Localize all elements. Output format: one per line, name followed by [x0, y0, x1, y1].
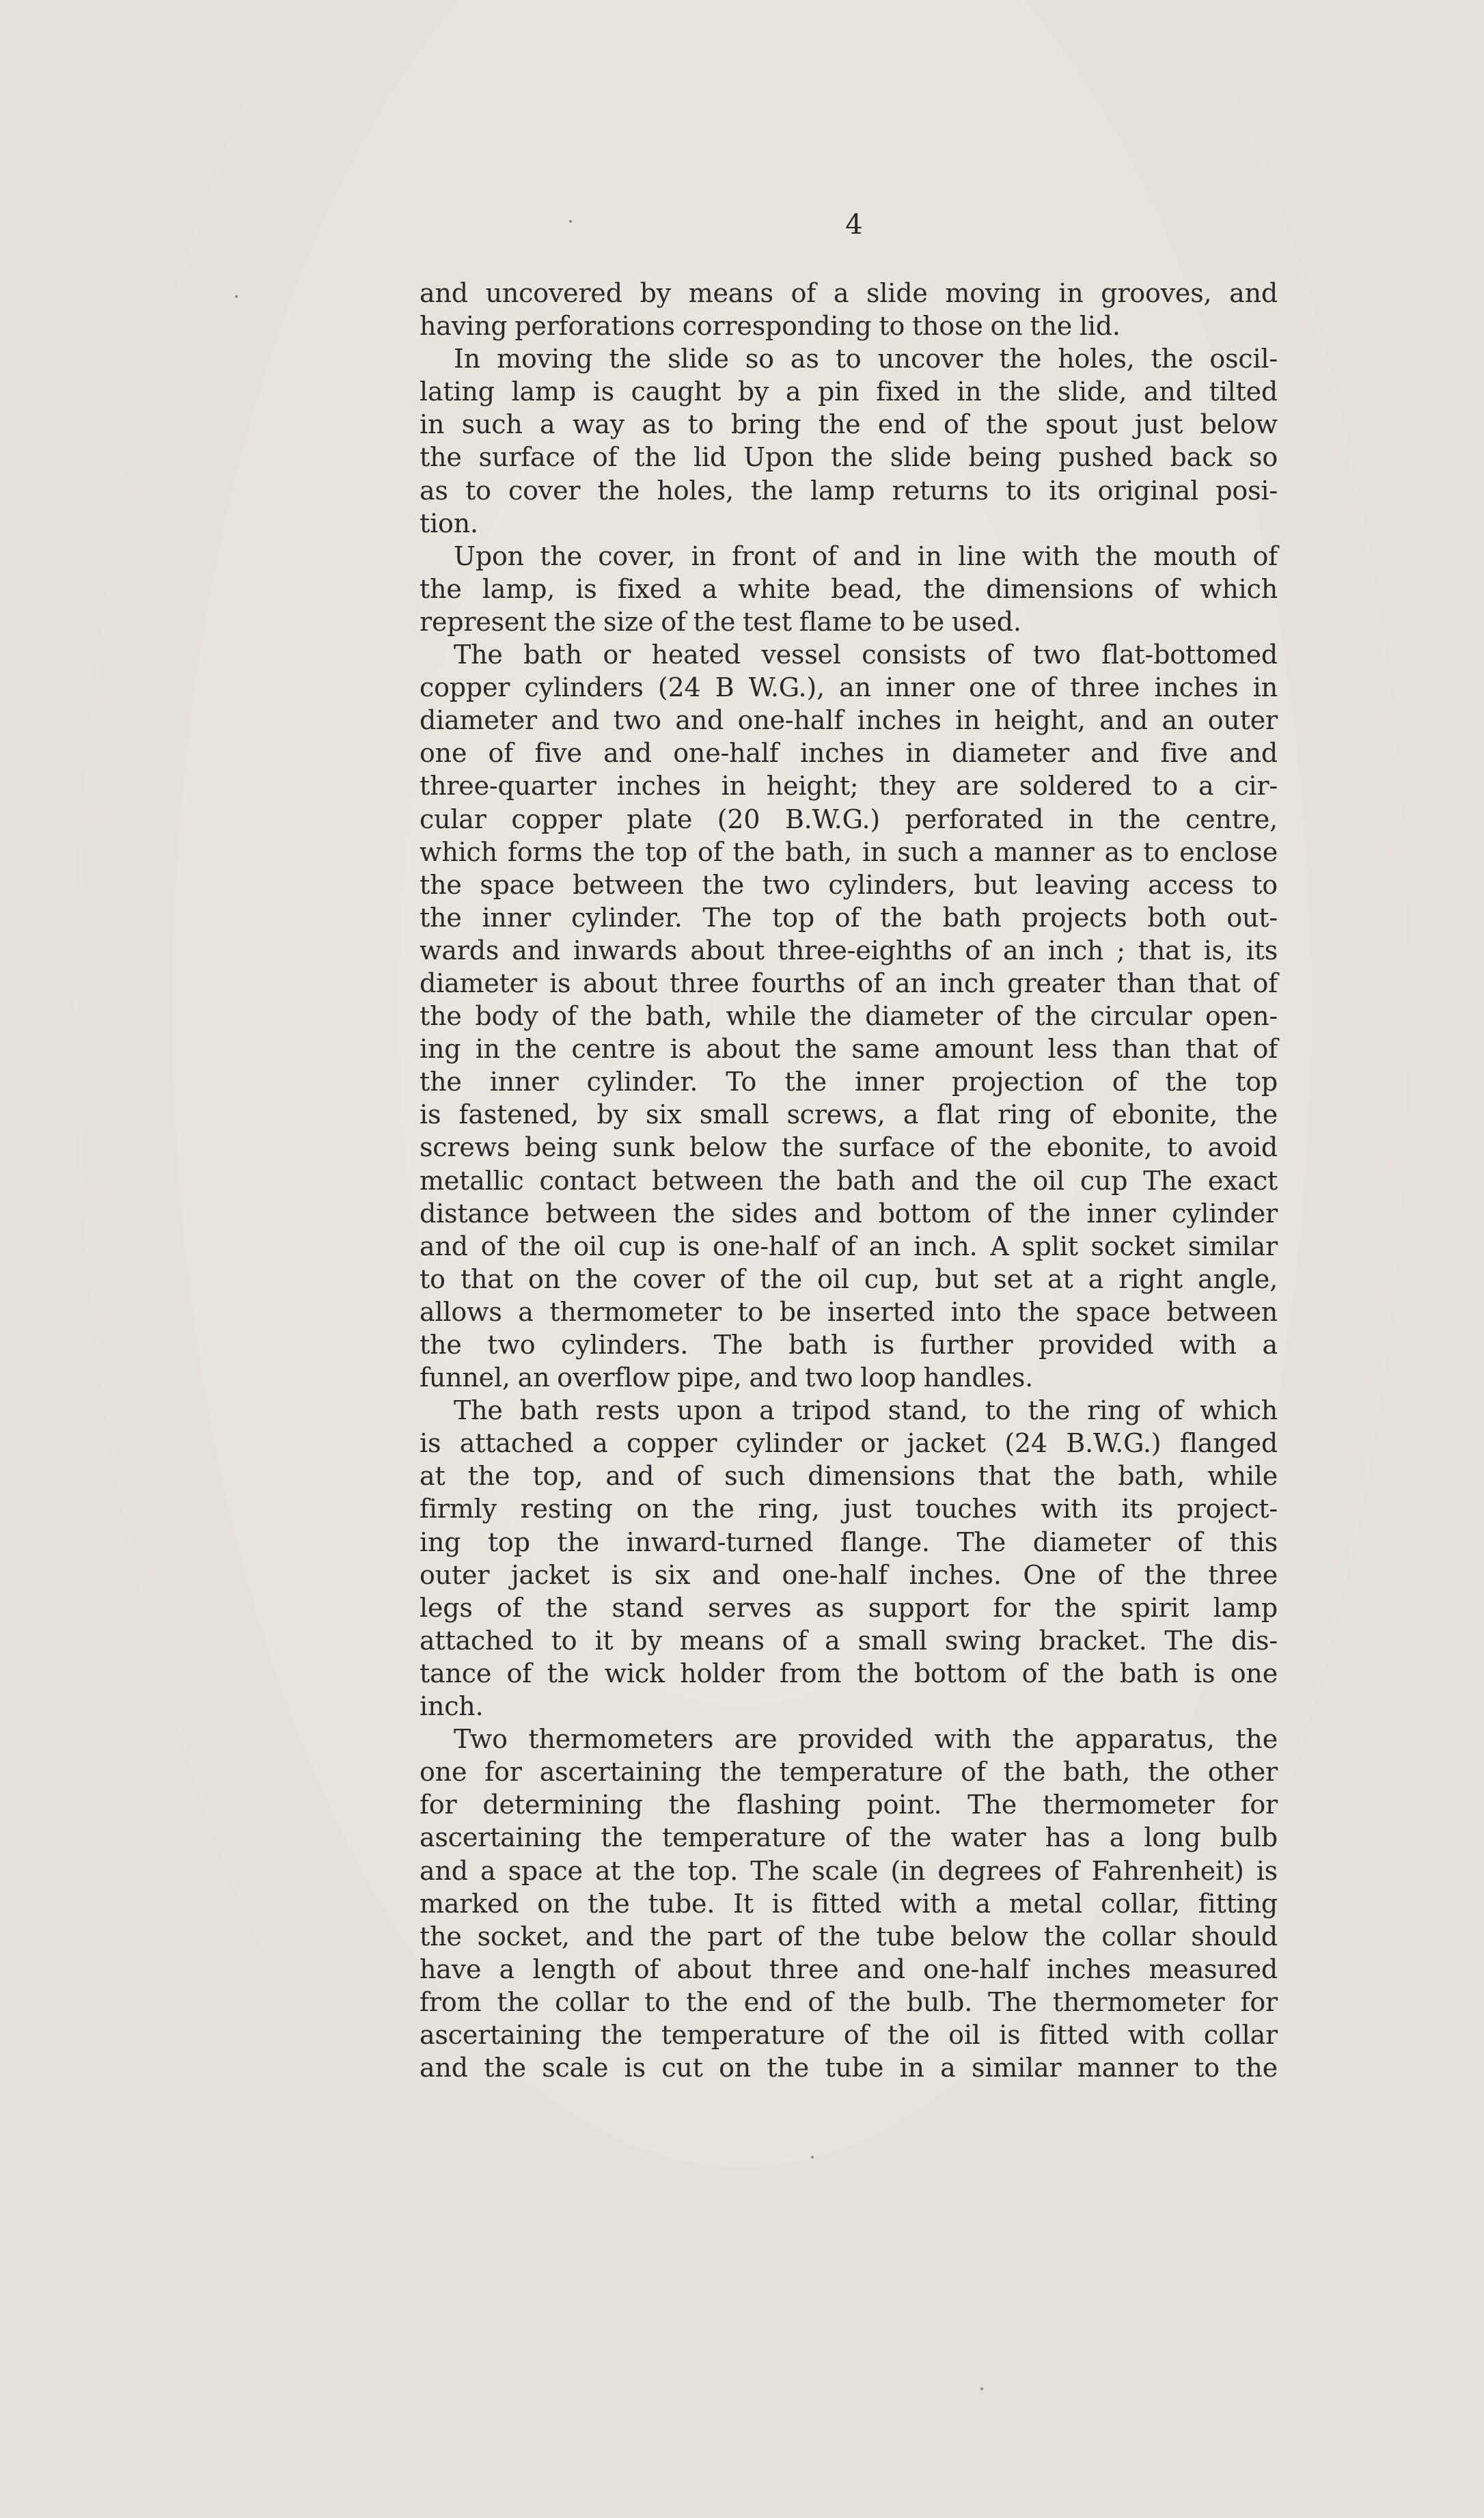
text-line: attached to it by means of a small swing bracket. The dis- [420, 1625, 1278, 1656]
text-line: having perforations corresponding to those on the lid. [420, 311, 1121, 342]
text-line: the space between the two cylinders, but leaving access to [420, 869, 1278, 900]
paper-speck [569, 220, 572, 223]
text-line: and the scale is cut on the tube in a similar manner to the [420, 2053, 1278, 2083]
paper-speck [980, 2387, 983, 2390]
text-line: one of five and one-half inches in diameter and five and [420, 738, 1278, 769]
text-line: The bath rests upon a tripod stand, to the ring of which [454, 1395, 1278, 1426]
text-line: lating lamp is caught by a pin fixed in the slide, and tilted [420, 377, 1278, 407]
text-line: Upon the cover, in front of and in line with the mouth of [454, 540, 1278, 571]
text-line: metallic contact between the bath and the oil cup The exact [420, 1165, 1278, 1196]
text-line: and a space at the top. The scale (in degrees of Fahrenheit) is [420, 1855, 1278, 1886]
text-line: inch. [420, 1691, 484, 1722]
text-line: tion. [420, 508, 478, 538]
text-line: marked on the tube. It is fitted with a metal collar, fitting [420, 1888, 1278, 1919]
text-line: the body of the bath, while the diameter of the circular open- [420, 1001, 1278, 1032]
text-line: ascertaining the temperature of the water has a long bulb [420, 1822, 1278, 1853]
page-number: 4 [845, 209, 863, 241]
text-line: the inner cylinder. To the inner projection of the top [420, 1067, 1278, 1097]
paper-speck [235, 295, 238, 298]
text-line: allows a thermometer to be inserted into the space between [420, 1296, 1278, 1327]
text-line: firmly resting on the ring, just touches with its project- [420, 1494, 1278, 1524]
body-text [420, 277, 1278, 2084]
text-line: the inner cylinder. The top of the bath projects both out- [420, 902, 1278, 933]
text-line: The bath or heated vessel consists of two flat-bottomed [454, 640, 1278, 670]
text-line: tance of the wick holder from the bottom of the bath is one [420, 1658, 1278, 1688]
text-line: represent the size of the test flame to be used. [420, 606, 1021, 637]
text-line: legs of the stand serves as support for the spirit lamp [420, 1592, 1278, 1623]
text-line: cular copper plate (20 B.W.G.) perforated in the centre, [420, 804, 1278, 834]
text-line: have a length of about three and one-half inches measured [420, 1954, 1278, 1984]
text-line: ascertaining the temperature of the oil is fitted with collar [420, 2019, 1278, 2050]
text-line: diameter is about three fourths of an inch greater than that of [420, 968, 1278, 998]
text-line: screws being sunk below the surface of the ebonite, to avoid [420, 1132, 1278, 1163]
text-line: in such a way as to bring the end of the spout just below [420, 409, 1278, 440]
text-line: is fastened, by six small screws, a flat ring of ebonite, the [420, 1099, 1278, 1130]
text-line: at the top, and of such dimensions that the bath, while [420, 1461, 1278, 1492]
text-line: In moving the slide so as to uncover the holes, the oscil- [454, 344, 1278, 374]
text-line: outer jacket is six and one-half inches. One of the three [420, 1559, 1278, 1590]
text-line: ing top the inward-turned flange. The diameter of this [420, 1527, 1278, 1557]
text-line: which forms the top of the bath, in such a manner as to enclose [420, 836, 1278, 867]
text-line: three-quarter inches in height; they are soldered to a cir- [420, 771, 1278, 802]
text-line: for determining the flashing point. The thermometer for [420, 1790, 1278, 1820]
text-line: from the collar to the end of the bulb. The thermometer for [420, 1986, 1278, 2017]
text-line: one for ascertaining the temperature of the bath, the other [420, 1757, 1278, 1788]
text-line: the surface of the lid Upon the slide being pushed back so [420, 442, 1278, 473]
text-line: the lamp, is fixed a white bead, the dimensions of which [420, 573, 1278, 604]
text-line: funnel, an overflow pipe, and two loop handles. [420, 1363, 1033, 1393]
text-line: to that on the cover of the oil cup, but set at a right angle, [420, 1263, 1278, 1294]
text-line: as to cover the holes, the lamp returns to its original posi- [420, 475, 1278, 506]
text-line: diameter and two and one-half inches in height, and an outer [420, 705, 1278, 736]
text-line: ing in the centre is about the same amount less than that of [420, 1034, 1278, 1065]
paper-speck [811, 2156, 814, 2159]
text-line: wards and inwards about three-eighths of an inch ; that is, its [420, 935, 1278, 966]
text-line: distance between the sides and bottom of the inner cylinder [420, 1198, 1278, 1229]
text-line: Two thermometers are provided with the apparatus, the [454, 1724, 1278, 1755]
text-line: copper cylinders (24 B W.G.), an inner one of three inches in [420, 672, 1278, 703]
text-line: the two cylinders. The bath is further provided with a [420, 1330, 1278, 1360]
text-line: is attached a copper cylinder or jacket (24 B.W.G.) flanged [420, 1428, 1278, 1459]
text-line: the socket, and the part of the tube below the collar should [420, 1921, 1278, 1952]
text-line: and uncovered by means of a slide moving in grooves, and [420, 278, 1278, 308]
text-line: and of the oil cup is one-half of an inch. A split socket similar [420, 1231, 1278, 1261]
